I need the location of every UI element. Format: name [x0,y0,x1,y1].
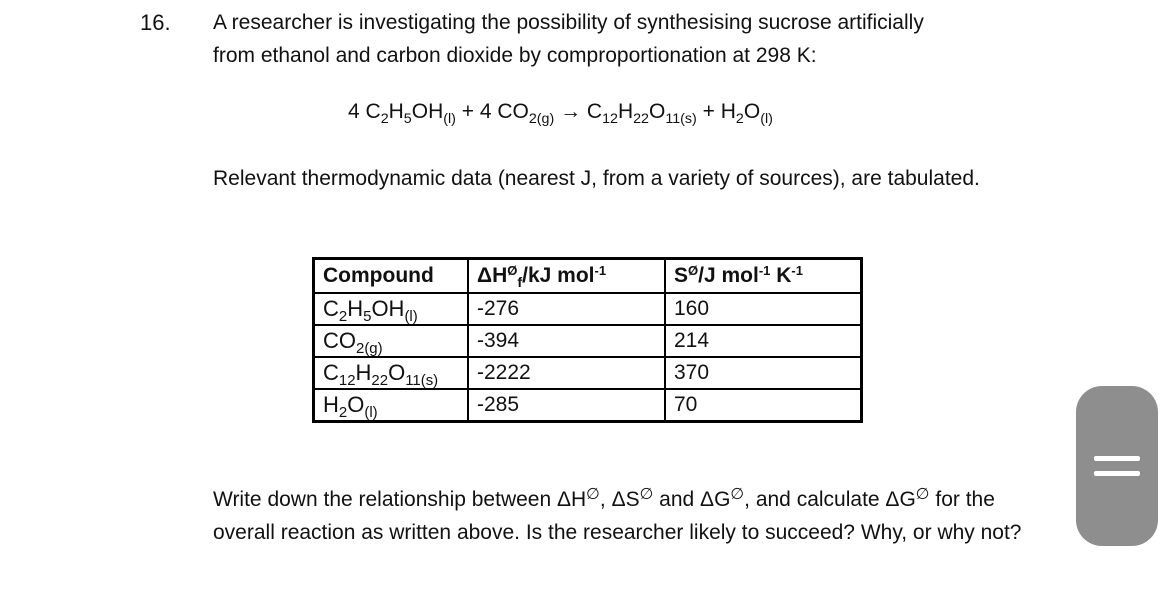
table-row [314,293,862,325]
eq-sub: 22 [633,110,649,127]
f-part: O [347,392,365,417]
enthalpy-cell: -394 [468,325,665,357]
f-part: C [323,360,339,385]
standard-symbol: ∅ [915,485,930,503]
enthalpy-cell: -285 [468,389,665,422]
closing-part: Write down the relationship between ΔH [213,488,587,511]
question-intro [213,6,1028,72]
compound-cell [314,389,469,422]
f-part: H [347,296,364,321]
standard-symbol: ∅ [730,485,745,503]
intro-line-2: from ethanol and carbon dioxide by comproportionation at 298 K: [213,44,817,67]
header-entropy [665,259,862,294]
table-row [314,389,862,422]
entropy-cell: 214 [665,325,862,357]
f-sub: 2 [338,404,348,422]
eq-sub: 2(g) [528,110,555,127]
f-part: OH [371,296,405,321]
table-header-row [314,259,862,294]
eq-sub: 2 [380,110,389,127]
enthalpy-cell: -276 [468,293,665,325]
f-part: O [388,360,406,385]
f-sub: 22 [371,372,389,390]
eq-term: OH [411,100,444,123]
header-compound [314,259,469,294]
f-part: H [323,392,339,417]
table-row [314,325,862,357]
compound-cell [314,293,469,325]
s-part: -1 [758,262,771,278]
eq-sub: 2 [735,110,744,127]
eq-sub: (l) [760,110,773,127]
eq-term: H [388,100,404,123]
standard-symbol: Ø [507,262,518,278]
s-part: -1 [791,262,803,278]
closing-part: for the overall reaction as written above. Is the researcher likely to succeed? Why, or why not? [213,488,1022,544]
f-sub: (l) [404,308,418,326]
entropy-cell: 370 [665,357,862,389]
h-part: -1 [594,262,607,278]
eq-term: O [743,100,761,123]
pause-icon [1094,451,1140,481]
eq-term: + 4 CO [455,100,529,123]
s-part: /J mol [698,264,759,287]
question-closing [213,483,1028,549]
eq-term: 4 C [348,100,381,123]
f-sub: 11(s) [405,372,439,390]
compound-cell [314,357,469,389]
eq-term: + H [696,100,736,123]
pause-button[interactable] [1076,386,1158,546]
thermo-data-table [312,257,863,423]
closing-part: and ΔG [653,488,731,511]
entropy-cell: 160 [665,293,862,325]
h-part: ΔH [477,264,508,287]
s-part: S [674,264,689,287]
eq-sub: 11(s) [665,110,697,127]
eq-term: H [617,100,634,123]
header-compound-label: Compound [323,264,434,287]
eq-sub: 5 [403,110,412,127]
relevant-data-text: Relevant thermodynamic data (nearest J, from a variety of sources), are tabulated. [213,167,980,190]
closing-part: , and calculate ΔG [744,488,916,511]
eq-term: O [649,100,666,123]
f-sub: 2(g) [356,340,383,358]
intro-line-1: A researcher is investigating the possibility of synthesising sucrose artificially [213,11,924,34]
eq-sub: (l) [443,110,456,127]
question-number: 16. [140,10,171,35]
f-sub: (l) [364,404,378,422]
f-sub: 12 [338,372,356,390]
entropy-cell: 70 [665,389,862,422]
f-part: CO [323,328,356,353]
f-sub: 2 [338,308,348,326]
table-row [314,357,862,389]
h-part: /kJ mol [522,264,595,287]
s-part: K [770,264,792,287]
eq-term: C [586,100,603,123]
header-enthalpy [468,259,665,294]
closing-part: , ΔS [599,488,640,511]
f-part: H [355,360,372,385]
f-sub: 5 [363,308,372,326]
eq-sub: 12 [602,110,618,127]
reaction-arrow: → [554,100,587,123]
reaction-equation [348,100,773,127]
standard-symbol: ∅ [639,485,654,503]
standard-symbol: ∅ [586,485,600,503]
f-part: C [323,296,339,321]
enthalpy-cell: -2222 [468,357,665,389]
standard-symbol: Ø [688,262,699,278]
compound-cell [314,325,469,357]
h-part: f [517,274,523,291]
